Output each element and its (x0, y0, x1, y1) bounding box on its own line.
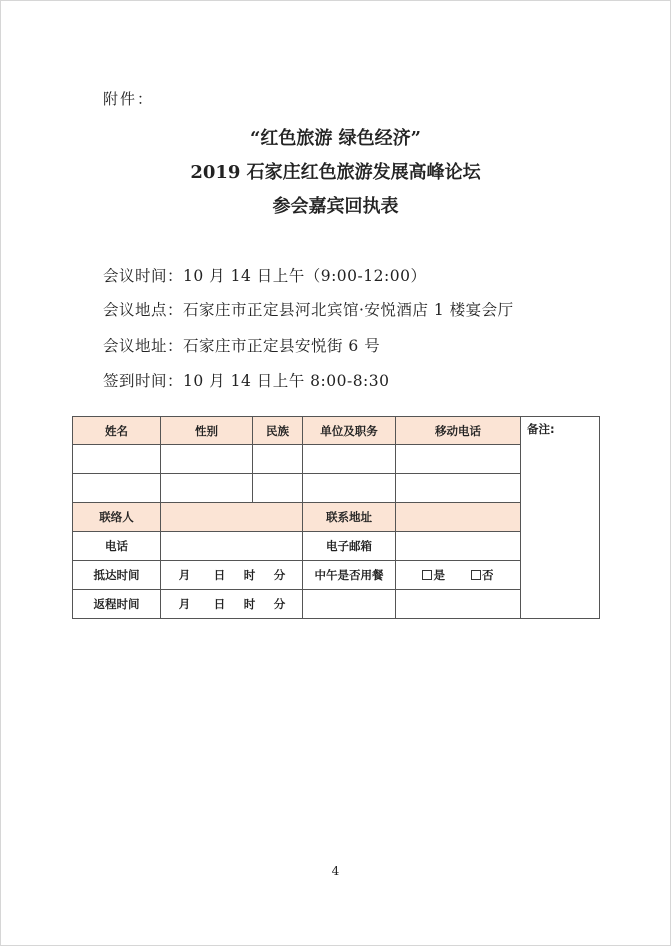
name-input-cell[interactable] (73, 445, 161, 474)
contact-person-input-cell[interactable] (161, 503, 303, 532)
checkbox-icon[interactable] (471, 570, 481, 580)
ethnicity-input-cell[interactable] (253, 445, 303, 474)
checkbox-icon[interactable] (422, 570, 432, 580)
return-extra-cell-1[interactable] (303, 590, 396, 619)
hour-unit: 时 (243, 568, 256, 582)
day-unit: 日 (213, 597, 226, 611)
return-time-label: 返程时间 (73, 590, 161, 619)
return-row (73, 590, 600, 619)
mobile-input-cell[interactable] (396, 474, 521, 503)
minute-unit: 分 (273, 568, 286, 582)
lunch-yes-option[interactable] (422, 567, 445, 583)
mobile-input-cell[interactable] (396, 445, 521, 474)
arrival-row (73, 561, 600, 590)
lunch-question-label: 中午是否用餐 (303, 561, 396, 590)
contact-address-label: 联系地址 (303, 503, 396, 532)
no-label: 否 (482, 568, 494, 582)
header-mobile-phone: 移动电话 (396, 417, 521, 445)
reply-form-table (72, 416, 600, 619)
ethnicity-input-cell[interactable] (253, 474, 303, 503)
lunch-no-option[interactable] (471, 567, 494, 583)
checkin-time: 签到时间：10 月 14 日上午 8:00-8:30 (103, 372, 390, 390)
phone-email-row (73, 532, 600, 561)
remarks-cell[interactable]: 备注: (521, 417, 600, 619)
month-unit: 月 (178, 568, 191, 582)
yes-label: 是 (433, 568, 445, 582)
header-name: 姓名 (73, 417, 161, 445)
hour-unit: 时 (243, 597, 256, 611)
organization-input-cell[interactable] (303, 445, 396, 474)
meeting-time: 会议时间：10 月 14 日上午（9:00-12:00） (103, 267, 427, 285)
minute-unit: 分 (273, 597, 286, 611)
phone-label: 电话 (73, 532, 161, 561)
meeting-venue: 会议地点：石家庄市正定县河北宾馆·安悦酒店 1 楼宴会厅 (103, 301, 514, 319)
table-row (73, 474, 600, 503)
gender-input-cell[interactable] (161, 474, 253, 503)
organization-input-cell[interactable] (303, 474, 396, 503)
day-unit: 日 (213, 568, 226, 582)
header-gender: 性别 (161, 417, 253, 445)
title-forum: 2019 石家庄红色旅游发展高峰论坛 (190, 162, 481, 183)
header-organization-position: 单位及职务 (303, 417, 396, 445)
arrival-time-input-cell[interactable] (161, 561, 303, 590)
table-header-row (73, 417, 600, 445)
table-row (73, 445, 600, 474)
title-form-name: 参会嘉宾回执表 (272, 196, 399, 217)
lunch-options-cell (396, 561, 521, 590)
return-extra-cell-2[interactable] (396, 590, 521, 619)
phone-input-cell[interactable] (161, 532, 303, 561)
email-label: 电子邮箱 (303, 532, 396, 561)
header-ethnicity: 民族 (253, 417, 303, 445)
contact-person-label: 联络人 (73, 503, 161, 532)
email-input-cell[interactable] (396, 532, 521, 561)
gender-input-cell[interactable] (161, 445, 253, 474)
page-number: 4 (331, 864, 340, 878)
contact-address-input-cell[interactable] (396, 503, 521, 532)
attachment-label: 附件： (103, 90, 155, 108)
contact-row (73, 503, 600, 532)
title-slogan: “红色旅游 绿色经济” (250, 128, 421, 149)
meeting-address: 会议地址：石家庄市正定县安悦街 6 号 (103, 337, 381, 355)
month-unit: 月 (178, 597, 191, 611)
name-input-cell[interactable] (73, 474, 161, 503)
arrival-time-label: 抵达时间 (73, 561, 161, 590)
return-time-input-cell[interactable] (161, 590, 303, 619)
